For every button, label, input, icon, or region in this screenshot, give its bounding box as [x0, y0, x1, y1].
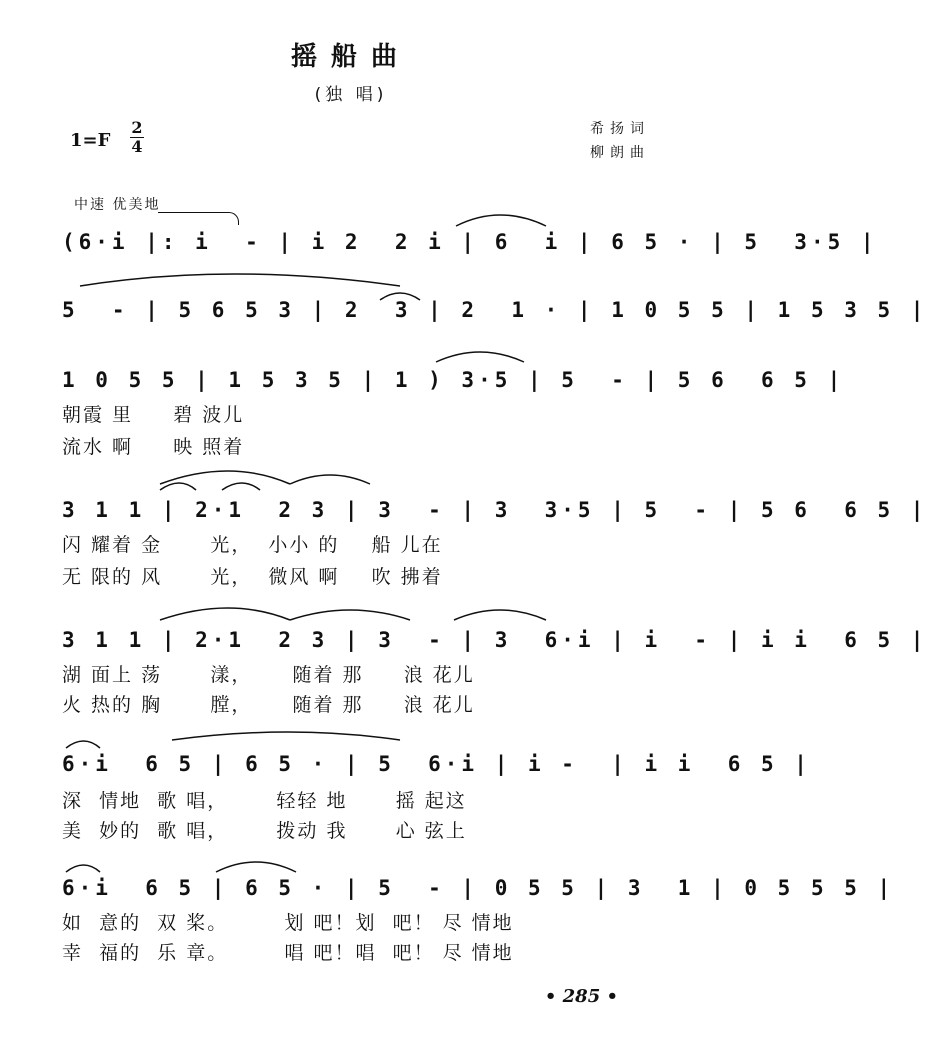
slur	[454, 610, 546, 620]
time-signature-bottom: 4	[131, 137, 143, 156]
lyrics-verse-1: 闪 耀着 金 光， 小小 的 船 儿在	[62, 534, 443, 556]
song-title: 摇船曲	[290, 42, 411, 72]
lyrics-verse-2: 幸 福的 乐 章。 唱 吧！唱 吧！ 尽 情地	[62, 942, 514, 964]
notation-line: 6·i 6 5 | 6 5 · | 5 6·i | i - | i i 6 5 |	[62, 752, 811, 776]
song-subtitle: (独 唱)	[314, 85, 388, 105]
slur	[222, 483, 260, 490]
lyrics-verse-2: 流水 啊 映 照着	[62, 436, 245, 458]
slur	[456, 215, 546, 226]
slur	[290, 610, 410, 620]
notation-line: 6·i 6 5 | 6 5 · | 5 - | 0 5 5 | 3 1 | 0 5 5 5 |	[62, 876, 895, 900]
slur	[66, 741, 100, 748]
lyrics-verse-1: 湖 面上 荡 漾， 随着 那 浪 花儿	[62, 664, 475, 686]
slur	[160, 608, 290, 620]
slur	[172, 732, 400, 740]
notation-line: 1 0 5 5 | 1 5 3 5 | 1 ) 3·5 | 5 - | 5 6 6 5 |	[62, 368, 845, 392]
notation-line: (6·i |: i - | i 2 2 i | 6 i | 6 5 · | 5 3·5 |	[62, 230, 878, 254]
notation-line: 3 1 1 | 2·1 2 3 | 3 - | 3 6·i | i - | i i 6 5 |	[62, 628, 927, 652]
slur	[216, 862, 296, 872]
slur	[380, 293, 420, 300]
lyricist-credit: 希扬词	[590, 121, 650, 137]
slur	[66, 865, 100, 872]
notation-line: 5 - | 5 6 5 3 | 2 3 | 2 1 · | 1 0 5 5 | 1 5 3 5 |	[62, 298, 927, 322]
composer-credit: 柳朗曲	[590, 145, 650, 161]
lyrics-verse-1: 深 情地 歌 唱， 轻轻 地 摇 起这	[62, 790, 467, 812]
slur	[160, 483, 196, 490]
slur	[290, 475, 370, 484]
notation-line: 3 1 1 | 2·1 2 3 | 3 - | 3 3·5 | 5 - | 5 6 6 5 |	[62, 498, 927, 522]
time-signature-top: 2	[131, 118, 143, 137]
tempo-marking: 中速 优美地	[74, 197, 161, 213]
lyrics-verse-2: 火 热的 胸 膛， 随着 那 浪 花儿	[62, 694, 475, 716]
key-signature: 1=F	[70, 130, 111, 151]
page-number: • 285 •	[544, 986, 618, 1007]
slur	[160, 471, 290, 484]
lyrics-verse-1: 朝霞 里 碧 波儿	[62, 404, 245, 426]
lyrics-verse-1: 如 意的 双 桨。 划 吧！划 吧！ 尽 情地	[62, 912, 514, 934]
slur	[436, 352, 524, 362]
lyrics-verse-2: 无 限的 风 光， 微风 啊 吹 拂着	[62, 566, 443, 588]
slur	[80, 274, 400, 286]
lyrics-verse-2: 美 妙的 歌 唱， 拨动 我 心 弦上	[62, 820, 467, 842]
